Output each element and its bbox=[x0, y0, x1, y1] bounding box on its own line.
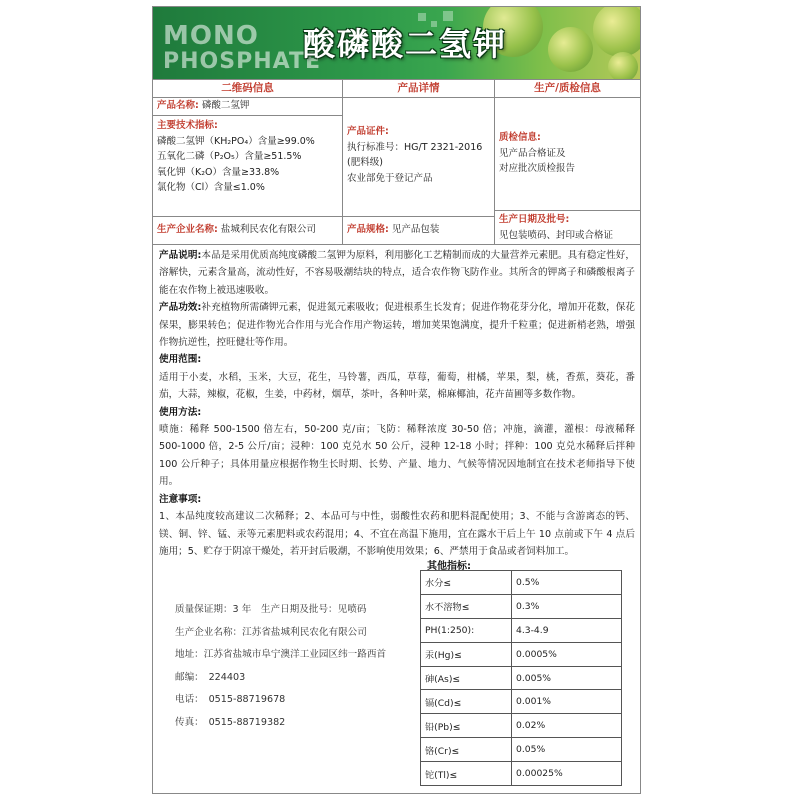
indicator-value: 0.5% bbox=[512, 571, 622, 595]
scope-label: 使用范围: bbox=[159, 354, 202, 366]
product-details-column bbox=[343, 80, 495, 245]
postcode-line: 邮编： 224403 bbox=[175, 671, 246, 683]
company-info-block bbox=[175, 599, 386, 735]
indicator-value: 0.00025% bbox=[512, 762, 622, 786]
shelf-life-line: 质量保证期：3 年 生产日期及批号：见喷码 bbox=[175, 604, 367, 615]
maker-line: 生产企业名称：江苏省盐城利民农化有限公司 bbox=[175, 626, 367, 638]
table-row bbox=[421, 618, 622, 642]
quality-line: 见产品合格证及 bbox=[499, 147, 566, 159]
decorative-bubble bbox=[548, 27, 593, 72]
banner-english-line1: MONO bbox=[163, 21, 259, 51]
indicator-value: 0.0005% bbox=[512, 642, 622, 666]
indicator-value: 0.3% bbox=[512, 594, 622, 618]
scope-text: 适用于小麦，水稻，玉米，大豆，花生，马铃薯，西瓜，草莓，葡萄，柑橘，苹果，梨，桃，香蕉，葵花，番茄，大蒜，辣椒，花椒，生姜，中药材，烟草，茶叶，各种叶菜，棉麻椰油，花卉苗圃等多数作物。 bbox=[159, 371, 635, 401]
indicator-value: 4.3-4.9 bbox=[512, 618, 622, 642]
description-section bbox=[153, 244, 640, 560]
product-name-value: 磷酸二氢钾 bbox=[201, 100, 250, 111]
indicator-value: 0.001% bbox=[512, 690, 622, 714]
header-qr-info: 二维码信息 bbox=[153, 80, 342, 98]
fax-line: 传真： 0515-88719382 bbox=[175, 716, 286, 728]
product-name-row bbox=[153, 98, 342, 114]
indicator-name: 汞(Hg)≤ bbox=[421, 642, 512, 666]
product-description bbox=[153, 247, 640, 560]
certificate-line: (肥料级) bbox=[347, 157, 383, 168]
certificate-line: 农业部免于登记产品 bbox=[347, 172, 433, 184]
date-value: 见包装喷码、封印或合格证 bbox=[499, 229, 614, 241]
info-grid bbox=[153, 79, 640, 245]
address-line: 地址：江苏省盐城市阜宁澳洋工业园区纬一路西首 bbox=[175, 649, 387, 661]
tech-spec-block bbox=[153, 118, 342, 196]
table-row bbox=[421, 714, 622, 738]
header-production-quality: 生产/质检信息 bbox=[495, 80, 640, 98]
quality-block bbox=[495, 130, 640, 177]
effect-text: 补充植物所需磷钾元素，促进氮元素吸收；促进根系生长发育；促进作物花芽分化，增加开花数，保花保果，膨果转色；促进作物光合作用与光合作用产物运转，增加荚果饱满度，提升千粒重；促进新梢老熟，增强作物抗逆性，控旺健壮等作用。 bbox=[159, 302, 636, 349]
table-row bbox=[421, 690, 622, 714]
divider bbox=[153, 216, 342, 217]
date-label: 生产日期及批号: bbox=[499, 214, 570, 225]
title-banner bbox=[153, 7, 640, 79]
effect-label: 产品功效: bbox=[159, 302, 202, 314]
table-row bbox=[421, 666, 622, 690]
certificate-label: 产品证件: bbox=[347, 126, 389, 137]
other-indicators-title: 其他指标: bbox=[427, 561, 471, 572]
certificate-block bbox=[343, 124, 494, 186]
other-indicators-table bbox=[420, 570, 622, 786]
spec-label: 产品规格: bbox=[347, 224, 389, 235]
notes-text: 1、本品纯度较高建议二次稀释；2、本品可与中性，弱酸性农药和肥料混配使用；3、不能与含游离态的钙、镁、铜、锌、锰、汞等元素肥料或农药混用；4、不宜在高温下施用，宜在露水干后上午 10 点前或下午 4 点后施用；5、贮存于阴凉干燥处，若开封后吸潮，不影响使用效果；6、严禁用于食品或者饲料加工。 bbox=[159, 511, 635, 557]
table-row bbox=[421, 642, 622, 666]
table-row bbox=[421, 738, 622, 762]
banner-english-line2: PHOSPHATE bbox=[163, 49, 321, 74]
indicator-name: PH(1:250): bbox=[421, 618, 512, 642]
indicator-name: 铅(Pb)≤ bbox=[421, 714, 512, 738]
divider bbox=[495, 210, 640, 211]
notes-label: 注意事项: bbox=[159, 493, 202, 505]
method-label: 使用方法: bbox=[159, 406, 202, 418]
indicator-value: 0.05% bbox=[512, 738, 622, 762]
company-label: 生产企业名称: bbox=[157, 224, 218, 235]
method-text: 喷施：稀释 500-1500 倍左右，50-200 克/亩；飞防：稀释浓度 30-50 倍；冲施，滴灌，灌根：母液稀释 500-1000 倍，2-5 公斤/亩；浸种：100 克兑水 50 公斤，浸种 12-18 小时；拌种：100 克兑水稀释后拌种 100 公斤种子；具体用量应根据作物生长时期、长势、产量、地力、气候等情况因地制宜在技术老师指导下使用。 bbox=[159, 424, 635, 488]
table-row bbox=[421, 594, 622, 618]
quality-label: 质检信息: bbox=[499, 132, 541, 143]
indicator-name: 铬(Cr)≤ bbox=[421, 738, 512, 762]
table-row bbox=[421, 571, 622, 595]
decorative-bubble bbox=[608, 52, 638, 79]
indicator-name: 铊(Tl)≤ bbox=[421, 762, 512, 786]
decorative-bubble bbox=[593, 7, 640, 57]
divider bbox=[153, 115, 342, 116]
phone-line: 电话： 0515-88719678 bbox=[175, 694, 286, 706]
qr-info-column bbox=[153, 80, 343, 245]
indicator-name: 水不溶物≤ bbox=[421, 594, 512, 618]
company-row bbox=[153, 222, 342, 238]
indicator-name: 砷(As)≤ bbox=[421, 666, 512, 690]
indicator-value: 0.02% bbox=[512, 714, 622, 738]
table-row bbox=[421, 762, 622, 786]
product-title: 酸磷酸二氢钾 bbox=[303, 25, 508, 63]
tech-spec-label: 主要技术指标: bbox=[157, 120, 218, 131]
description-text: 本品是采用优质高纯度磷酸二氢钾为原料，利用膨化工艺精制而成的大量营养元素肥。具有稳定性好，溶解快，元素含量高，流动性好，不容易吸潮结块的特点，适合农作物飞防作业。其所含的钾离子和磷酸根离子能在农作物上被迅速吸收。 bbox=[159, 250, 636, 296]
indicator-name: 镉(Cd)≤ bbox=[421, 690, 512, 714]
date-block bbox=[495, 212, 640, 243]
description-label: 产品说明: bbox=[159, 250, 202, 261]
spec-value: 见产品包装 bbox=[391, 224, 440, 235]
divider bbox=[343, 216, 494, 217]
header-product-details: 产品详情 bbox=[343, 80, 494, 98]
tech-spec-line: 氯化物（Cl）含量≤1.0% bbox=[157, 182, 265, 193]
tech-spec-line: 五氧化二磷（P₂O₅）含量≥51.5% bbox=[157, 151, 302, 162]
tech-spec-line: 磷酸二氢钾（KH₂PO₄）含量≥99.0% bbox=[157, 135, 315, 147]
indicator-name: 水分≤ bbox=[421, 571, 512, 595]
indicator-value: 0.005% bbox=[512, 666, 622, 690]
certificate-line: 执行标准号：HG/T 2321-2016 bbox=[347, 141, 483, 153]
quality-line: 对应批次质检报告 bbox=[499, 163, 576, 174]
product-label-sheet bbox=[152, 6, 641, 794]
production-quality-column bbox=[495, 80, 640, 245]
spec-row bbox=[343, 222, 494, 238]
company-value: 盐城利民农化有限公司 bbox=[220, 224, 316, 235]
tech-spec-line: 氧化钾（K₂O）含量≥33.8% bbox=[157, 166, 280, 178]
product-name-label: 产品名称: bbox=[157, 100, 199, 111]
